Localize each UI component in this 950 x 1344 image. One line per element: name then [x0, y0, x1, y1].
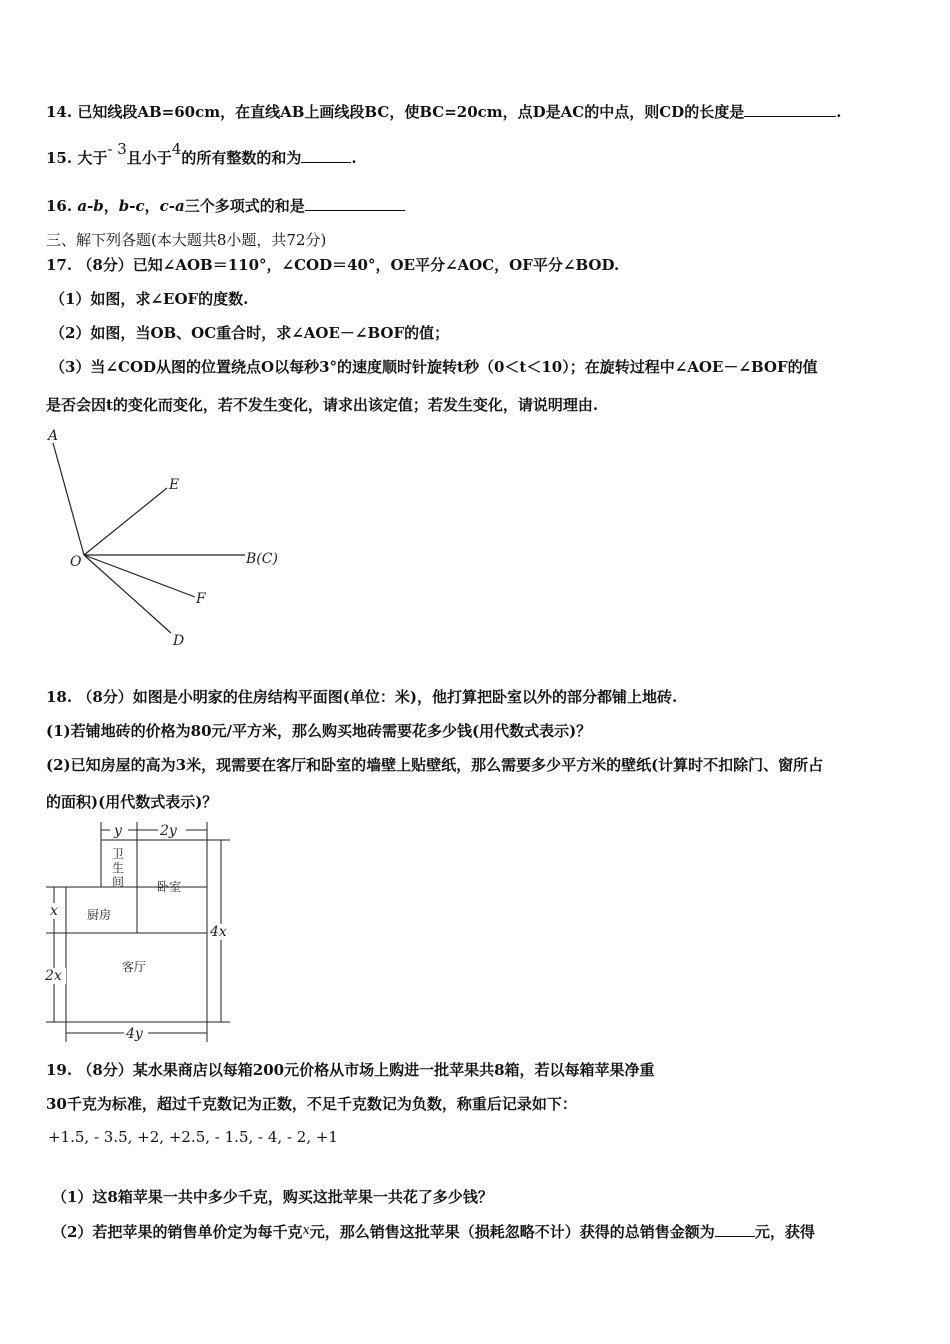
q19-answer-blank[interactable]	[715, 1222, 755, 1237]
section-3-heading: 三、解下列各题(本大题共8小题，共72分)	[46, 231, 327, 249]
bath-char-3: 间	[112, 875, 125, 889]
q19-part-2c: 元，获得	[754, 1223, 815, 1241]
label-A: A	[48, 428, 59, 444]
q17-part-3a: （3）当∠COD从图的位置绕点O以每秒3°的速度顺时针旋转t秒（0＜t＜10）；在旋转过程中∠AOE－∠BOF的值	[50, 358, 818, 376]
label-F: F	[196, 591, 206, 607]
label-E: E	[169, 477, 180, 493]
kitchen-label: 厨房	[87, 908, 112, 922]
bath-char-2: 生	[112, 861, 125, 875]
q15-text-1: 大于	[77, 149, 108, 167]
q18-floor-plan	[40, 818, 240, 1048]
dim-2y: 2y	[160, 823, 177, 839]
q19-records: +1.5, - 3.5, +2, +2.5, - 1.5, - 4, - 2, +1	[48, 1128, 338, 1146]
ray-OA	[53, 443, 84, 555]
q16-poly-1: a-b	[77, 197, 104, 215]
ray-OF	[84, 555, 195, 597]
q19-part-2	[52, 1222, 815, 1244]
label-BC: B(C)	[246, 551, 278, 567]
dim-y: y	[114, 823, 122, 839]
q15-text-3: 的所有整数的和为	[181, 149, 302, 167]
q16-sep-1: ，	[103, 197, 119, 215]
q18-part-1: (1)若铺地砖的价格为80元/平方米，那么购买地砖需要花多少钱(用代数式表示)？	[46, 722, 592, 740]
q16-answer-blank[interactable]	[305, 196, 405, 211]
bath-char-1: 卫	[112, 847, 125, 861]
q15-number: 15.	[46, 149, 73, 167]
q14-text: 已知线段AB=60cm，在直线AB上画线段BC，使BC=20cm，点D是AC的中点，则CD的长度是	[77, 103, 745, 121]
q16-poly-2: b-c	[118, 197, 145, 215]
dim-2x: 2x	[45, 968, 62, 984]
q15-text-2: 且小于	[126, 149, 172, 167]
q16-text: 三个多项式的和是	[184, 197, 305, 215]
dim-4x: 4x	[210, 924, 227, 940]
q18-line-1: 18. （8分）如图是小明家的住房结构平面图(单位：米)，他打算把卧室以外的部分都铺上地砖.	[46, 688, 678, 706]
q15-superscript-4: 4	[171, 140, 182, 158]
q16-poly-3: c-a	[159, 197, 185, 215]
q18-part-2a: (2)已知房屋的高为3米，现需要在客厅和卧室的墙壁上贴壁纸，那么需要多少平方米的壁纸(计算时不扣除门、窗所占	[46, 756, 824, 774]
q17-part-1: （1）如图，求∠EOF的度数.	[50, 290, 249, 308]
ray-OD	[84, 555, 171, 633]
q14-number: 14.	[46, 103, 73, 121]
q16-sep-2: ，	[144, 197, 160, 215]
q19-line-1: 19. （8分）某水果商店以每箱200元价格从市场上购进一批苹果共8箱，若以每箱苹果净重	[46, 1061, 655, 1079]
question-16	[46, 196, 405, 216]
q17-line-1: 17. （8分）已知∠AOB＝110°，∠COD＝40°，OE平分∠AOC，OF平分∠BOD.	[46, 256, 620, 274]
q14-answer-blank[interactable]	[744, 102, 836, 117]
question-14	[46, 102, 841, 122]
q19-variable-x: x	[302, 1223, 310, 1238]
q19-part-2b: 元，那么销售这批苹果（损耗忽略不计）获得的总销售金额为	[309, 1223, 715, 1241]
q15-end: .	[351, 149, 357, 167]
ray-OE	[84, 488, 167, 555]
q17-part-3b: 是否会因t的变化而变化，若不发生变化，请求出该定值；若发生变化，请说明理由.	[46, 396, 599, 414]
dim-4y: 4y	[126, 1026, 143, 1042]
q15-superscript-neg3: - 3	[107, 140, 127, 158]
question-15	[46, 140, 357, 168]
q16-number: 16.	[46, 197, 73, 215]
label-O: O	[70, 554, 82, 570]
q17-part-2: （2）如图，当OB、OC重合时，求∠AOE－∠BOF的值；	[50, 324, 450, 342]
q18-part-2b: 的面积)(用代数式表示)？	[46, 793, 218, 811]
q19-part-1: （1）这8箱苹果一共中多少千克，购买这批苹果一共花了多少钱？	[52, 1188, 493, 1206]
label-D: D	[173, 633, 185, 649]
q15-answer-blank[interactable]	[301, 148, 351, 163]
q17-angle-figure	[40, 425, 300, 655]
dim-x: x	[50, 903, 58, 919]
q19-line-2: 30千克为标准，超过千克数记为正数，不足千克数记为负数，称重后记录如下：	[46, 1095, 577, 1113]
living-room-label: 客厅	[122, 960, 147, 974]
q19-part-2a: （2）若把苹果的销售单价定为每千克	[52, 1223, 303, 1241]
bedroom-label: 卧室	[157, 880, 182, 894]
q14-end: .	[836, 103, 842, 121]
